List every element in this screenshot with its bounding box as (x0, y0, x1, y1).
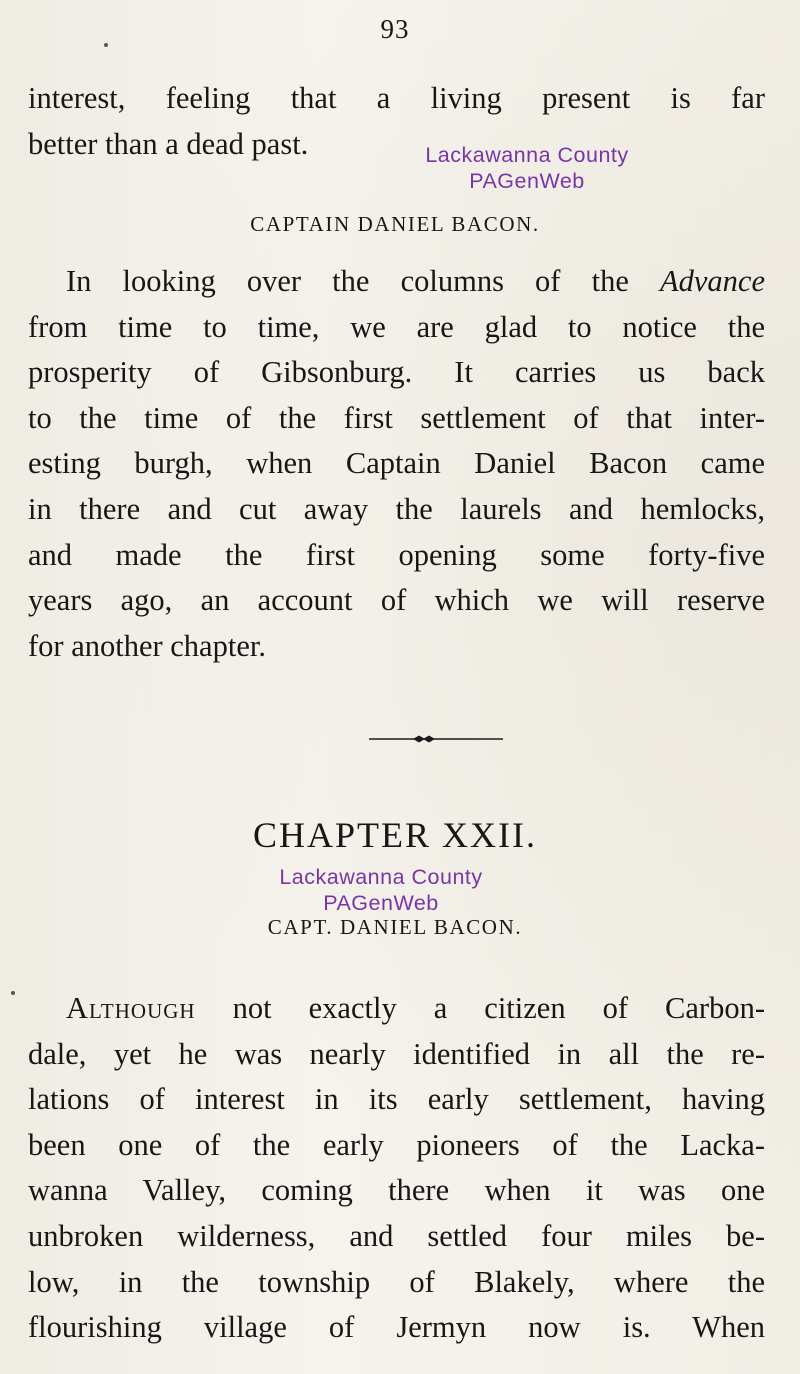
page-number: 93 (380, 14, 410, 44)
paragraph (28, 259, 765, 669)
section-heading: CAPTAIN DANIEL BACON. (250, 212, 540, 236)
watermark (250, 864, 512, 916)
text-line: wanna Valley, coming there when it was one (28, 1173, 765, 1208)
watermark (396, 142, 658, 194)
text-line: from time to time, we are glad to notice the (28, 309, 765, 344)
text-line: better than a dead past. (28, 126, 309, 161)
chapter-subtitle: CAPT. DANIEL BACON. (267, 915, 523, 939)
chapter-title: CHAPTER XXII. (253, 815, 537, 855)
divider-diamond (423, 736, 435, 743)
text-run: In looking over the columns of the (66, 264, 660, 298)
watermark-line: Lackawanna County (425, 143, 629, 167)
text-line: lations of interest in its early settlement, having (28, 1082, 765, 1117)
text-line: dale, yet he was nearly identified in all the re- (28, 1036, 765, 1071)
text-line: flourishing village of Jermyn now is. When (28, 1310, 765, 1345)
text-line: prosperity of Gibsonburg. It carries us back (28, 355, 765, 390)
text-line: esting burgh, when Captain Daniel Bacon came (28, 446, 765, 481)
watermark-line: Lackawanna County (279, 865, 483, 889)
text-line: unbroken wilderness, and settled four miles be- (28, 1218, 765, 1253)
text-line (28, 986, 765, 1032)
text-line: for another chapter. (28, 628, 266, 663)
opening-word: Although (66, 991, 196, 1025)
text-line: years ago, an account of which we will reserve (28, 583, 765, 618)
paragraph (28, 986, 765, 1351)
text-line: and made the first opening some forty-five (28, 537, 765, 572)
newspaper-title: Advance (660, 264, 765, 298)
text-line: to the time of the first settlement of that inter- (28, 400, 765, 435)
text-line: low, in the township of Blakely, where the (28, 1264, 765, 1299)
ornamental-divider (369, 735, 503, 743)
text-line: in there and cut away the laurels and hemlocks, (28, 491, 765, 526)
watermark-line: PAGenWeb (469, 169, 585, 193)
text-line: interest, feeling that a living present is far (28, 81, 765, 115)
speck (11, 991, 15, 995)
text-line: been one of the early pioneers of the Lacka- (28, 1127, 765, 1162)
text-line (28, 259, 765, 305)
text-run: not exactly a citizen of Carbon- (195, 991, 765, 1025)
watermark-line: PAGenWeb (323, 891, 439, 915)
